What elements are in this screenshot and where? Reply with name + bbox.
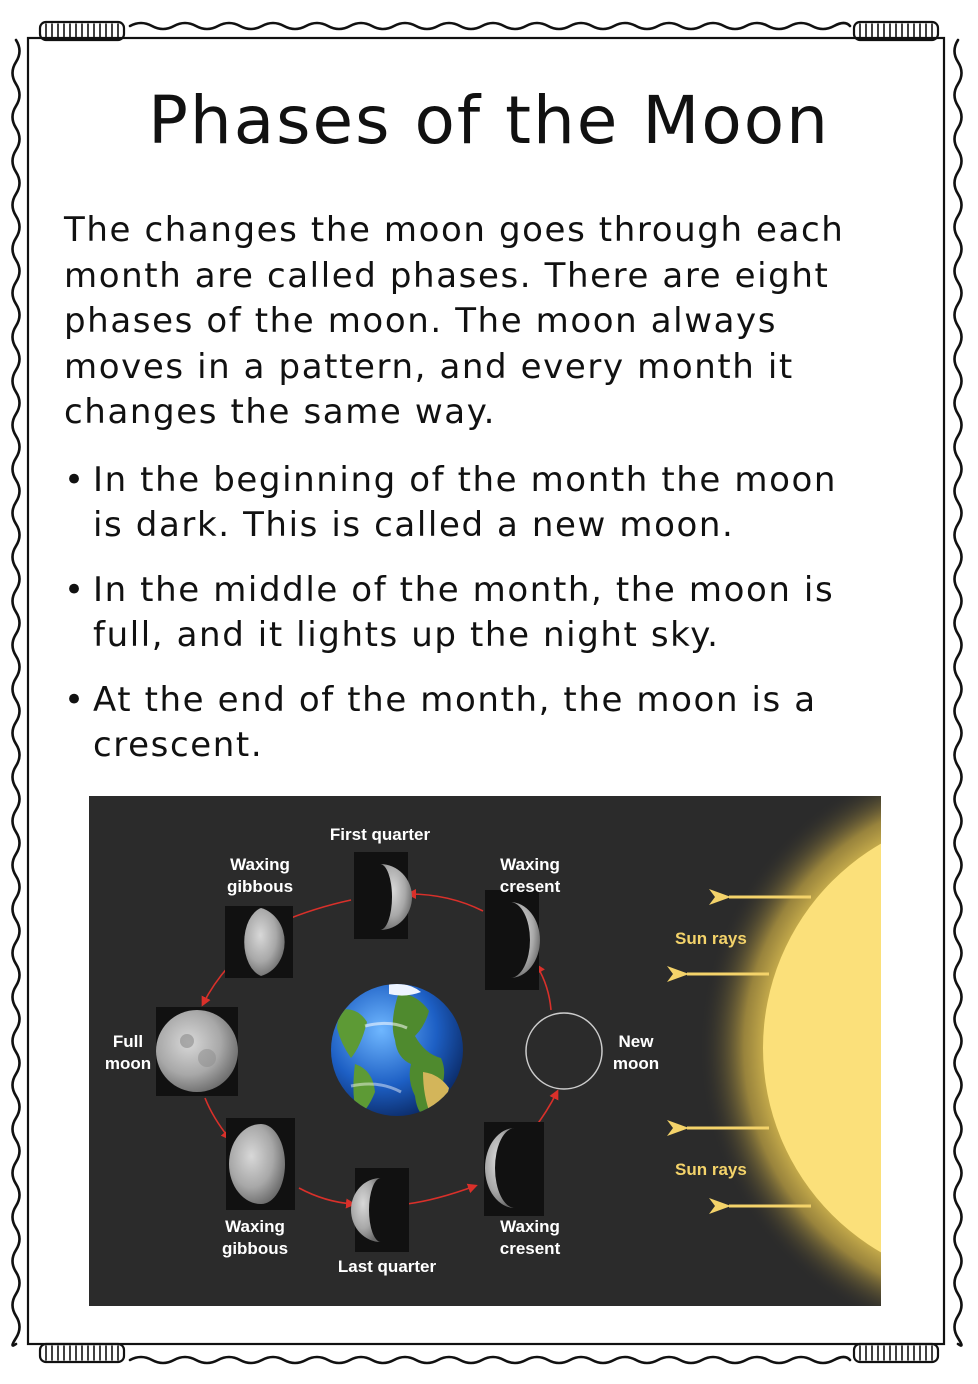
bullet-line: • At the end of the month, the moon is a — [93, 680, 817, 720]
first-quarter-moon-icon — [354, 852, 412, 939]
intro-line: changes the same way. — [64, 392, 496, 432]
phase-label-waxing-cresent-top-line1: Waxing — [500, 855, 560, 874]
frame-right-wave — [955, 40, 962, 1346]
phase-label-waxing-cresent-top-line2: cresent — [499, 877, 561, 896]
sun-rays-label: Sun rays — [675, 1160, 747, 1179]
phase-label-new-moon-line1: New — [618, 1032, 654, 1051]
bullet-line: full, and it lights up the night sky. — [93, 615, 720, 655]
bullet-list — [64, 458, 924, 768]
bullet-item — [64, 568, 924, 658]
bullet-line: • In the beginning of the month the moon — [93, 460, 838, 500]
bullet-item — [64, 458, 924, 548]
phase-label-full-moon-line2: moon — [104, 1054, 152, 1073]
frame-top-wave — [130, 23, 850, 29]
bullet-line: crescent. — [93, 725, 264, 765]
phase-label-first-quarter: First quarter — [329, 825, 431, 844]
full-moon-icon — [156, 1007, 238, 1096]
phase-label-waxing-cresent-bottom-line2: cresent — [499, 1239, 561, 1258]
intro-line: phases of the moon. The moon always — [64, 301, 778, 341]
waxing-crescent-moon-icon — [485, 890, 540, 990]
intro-line: moves in a pattern, and every month it — [64, 346, 794, 387]
intro-paragraph — [64, 208, 924, 436]
intro-line: The changes the moon goes through each — [64, 210, 845, 250]
phase-label-waxing-gibbous-top-line1: Waxing — [230, 855, 290, 874]
phase-label-waxing-gibbous-top-line2: gibbous — [226, 877, 294, 896]
waxing-gibbous-moon-icon — [225, 906, 293, 978]
phase-label-new-moon-line2: moon — [612, 1054, 660, 1073]
phase-label-waxing-cresent-bottom-line1: Waxing — [500, 1217, 560, 1236]
phase-label-waxing-gibbous-bottom-line2: gibbous — [221, 1239, 289, 1258]
phase-label-last-quarter: Last quarter — [337, 1257, 437, 1276]
phase-label-waxing-gibbous-bottom-line1: Waxing — [225, 1217, 285, 1236]
sun-rays-label: Sun rays — [675, 929, 747, 948]
bullet-line: is dark. This is called a new moon. — [93, 505, 735, 545]
bullet-line: • In the middle of the month, the moon is — [93, 570, 835, 610]
phase-label-full-moon-line1: Full — [112, 1032, 144, 1051]
bullet-item — [64, 678, 924, 768]
new-moon-icon — [526, 1013, 602, 1089]
waning-gibbous-moon-icon — [226, 1118, 295, 1210]
frame-bottom-wave — [130, 1357, 850, 1363]
waning-crescent-moon-icon — [484, 1122, 544, 1216]
intro-line: month are called phases. There are eight — [64, 255, 830, 296]
last-quarter-moon-icon — [351, 1168, 409, 1252]
frame-left-wave — [13, 40, 20, 1346]
page-title: Phases of the Moon — [148, 82, 830, 159]
moon-phases-diagram — [89, 796, 881, 1306]
